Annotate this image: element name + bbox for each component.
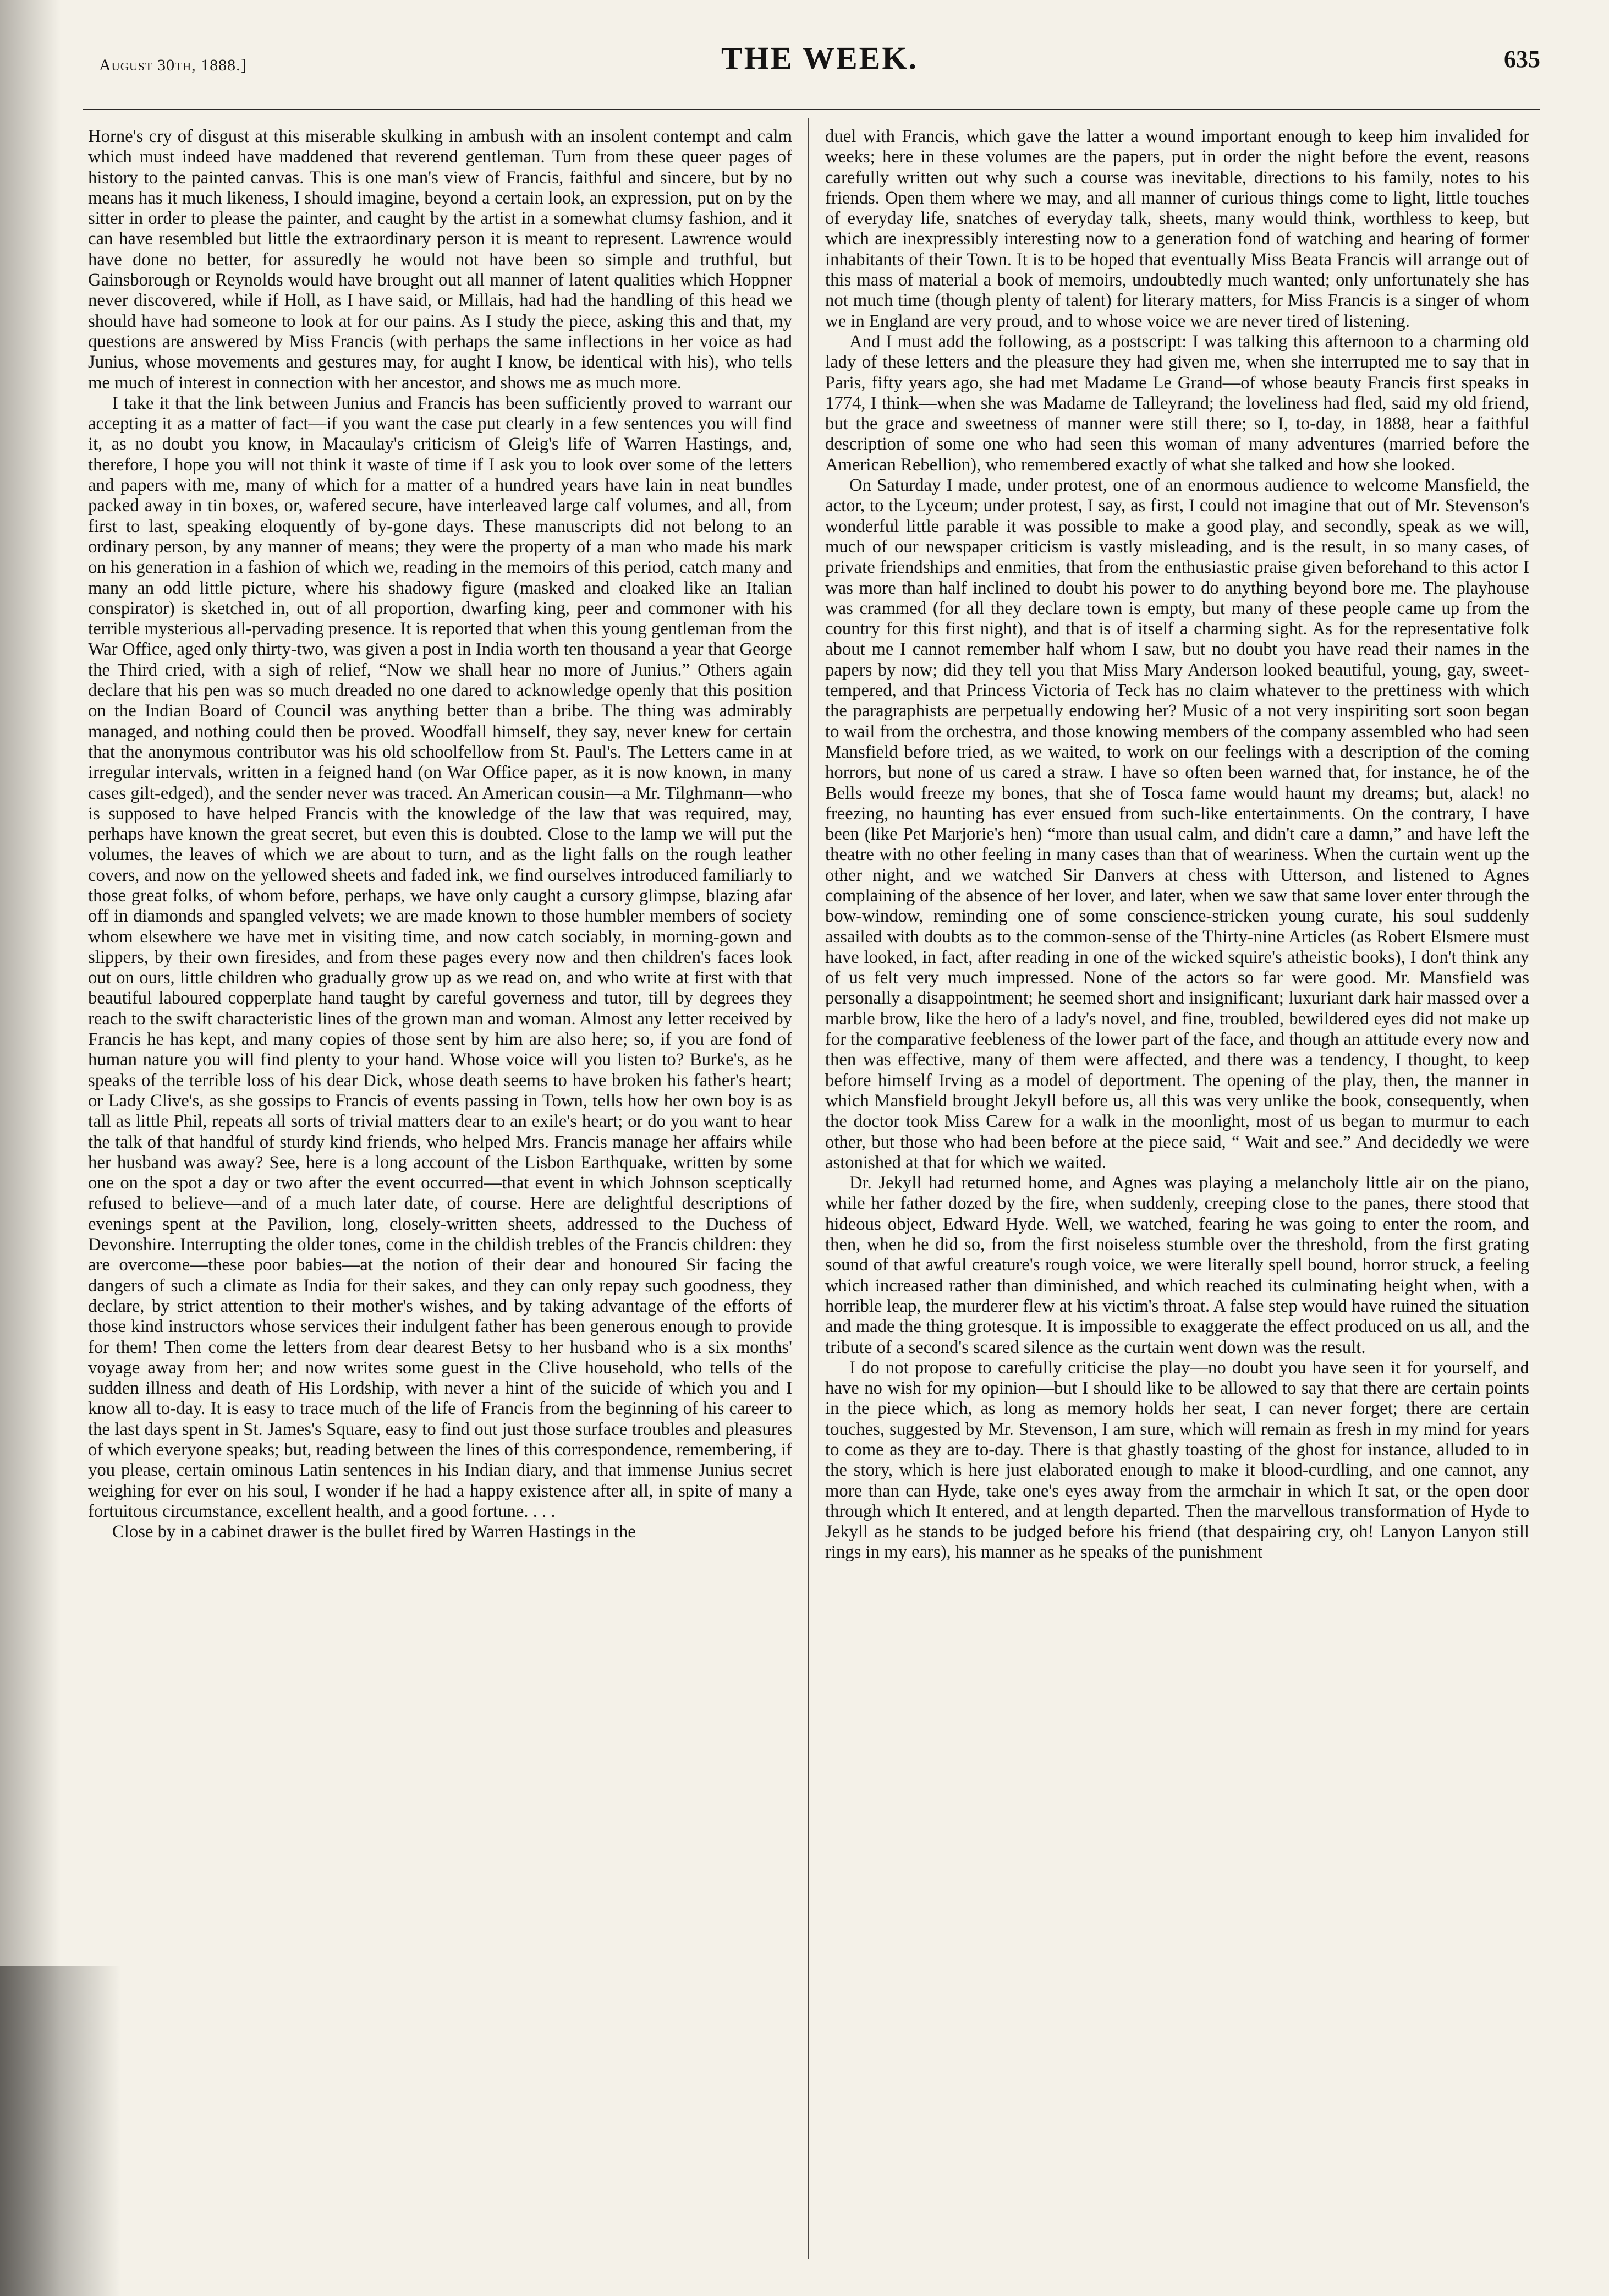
article-paragraph: On Saturday I made, under protest, one of an enormous audience to welcome Mansfield, the actor, to the Lyceum; under protest, I say, as first, I could not imagine that out of Mr. Stevenson's wonderful little parable it was possible to make a good play, and secondly, speak as we will, much of our newspaper criticism is vastly misleading, and is the result, in so many cases, of private friendships and enmities, that from the enthusiastic praise given beforehand to this actor I was more than half inclined to doubt his power to do anything beyond bore me. The playhouse was crammed (for all they declare town is empty, but many of these people came up from the country for this first night), and that is of itself a charming sight. As for the representative folk about me I cannot remember half whom I saw, but no doubt you have read their names in the papers by now; did they tell you that Miss Mary Anderson looked beautiful, young, gay, sweet-tempered, and that Princess Victoria of Teck has no claim whatever to the prettiness with which the paragraphists are perpetually endowing her? Music of a not very inspiriting sort soon began to wail from the orchestra, and those knowing members of the company assembled who had seen Mansfield before tried, as we waited, to work on our feelings with a description of the coming horrors, but none of us cared a straw. I have so often been warned that, for instance, he of the Bells would freeze my bones, that she of Tosca fame would haunt my dreams; but, alack! no freezing, no haunting has ever ensued from such-like entertainments. On the contrary, I have been (like Pet Marjorie's hen) “more than usual calm, and didn't care a damn,” and have left the theatre with no other feeling in many cases than that of weariness. When the curtain went up the other night, and we watched Sir Danvers at chess with Utterson, and listened to Agnes complaining of the absence of her lover, and later, when we saw that same lover enter through the bow-window, reminding one of some conscience-stricken young curate, his soul suddenly assailed with doubts as to the common-sense of the Thirty-nine Articles (as Robert Elsmere must have looked, in fact, after reading in one of the wicked squire's atheistic books), I don't think any of us felt very much impressed. None of the actors so far were good. Mr. Mansfield was personally a disappointment; he seemed short and insignificant; luxuriant dark hair massed over a marble brow, like the hero of a lady's novel, and fine, troubled, bewildered eyes did not make up for the comparative feebleness of the lower part of the face, and though an attitude every now and then was effective, many of them were affected, and there was a tendency, I thought, to keep before himself Irving as a model of deportment. The opening of the play, then, the manner in which Mansfield brought Jekyll before us, all this was very unlike the book, consequently, when the doctor took Miss Carew for a walk in the moonlight, most of us began to murmur to each other, but those who had been before at the piece said, “ Wait and see.” And decidedly we were astonished at that for which we waited.: [825, 475, 1529, 1172]
page-number: 635: [1504, 46, 1540, 73]
article-paragraph: Close by in a cabinet drawer is the bullet fired by Warren Hastings in the: [112, 1522, 636, 1542]
article-paragraph: Dr. Jekyll had returned home, and Agnes was playing a melancholy little air on the piano, while her father dozed by the fire, when suddenly, creeping close to the panes, there stood that hideous object, Edward Hyde. Well, we watched, fearing he was going to enter the room, and then, when he did so, from the first noiseless stumble over the threshold, from the first grating sound of that awful creature's rough voice, we were literally spell bound, horror struck, a feeling which increased rather than diminished, and which reached its culminating height when, with a horrible leap, the murderer flew at his victim's throat. A false step would have ruined the situation and made the thing grotesque. It is impossible to exaggerate the effect produced on us all, and the tribute of a second's scared silence as the curtain went down was the result.: [825, 1173, 1529, 1357]
article-paragraph: I do not propose to carefully criticise the play—no doubt you have seen it for yourself, and have no wish for my opinion—but I should like to be allowed to say that there are certain points in the piece which, as long as memory holds her seat, I can never forget; there are certain touches, suggested by Mr. Stevenson, I am sure, which will remain as fresh in my mind for years to come as they are to-day. There is that ghastly toasting of the ghost for instance, alluded to in the story, which is here just elaborated enough to make it blood-curdling, and one cannot, any more than can Hyde, take one's eyes away from the armchair in which It sat, or the open door through which It entered, and at length departed. Then the marvellous transformation of Hyde to Jekyll as he stands to be judged before his friend (that despairing cry, oh! Lanyon Lanyon still rings in my ears), his manner as he speaks of the punishment: [825, 1357, 1529, 1563]
page-edge-shadow: [0, 0, 61, 2296]
header-rule: [83, 108, 1540, 110]
article-paragraph: I take it that the link between Junius and Francis has been sufficiently proved to warrant our accepting it as a matter of fact—if you want the case put clearly in a few sentences you will find it, as no doubt you know, in Macaulay's criticism of Gleig's life of Warren Hastings, and, therefore, I hope you will not think it waste of time if I ask you to look over some of the letters and papers with me, many of which for a matter of a hundred years have lain in neat bundles packed away in tin boxes, or, wafered secure, have interleaved large calf volumes, and all, from first to last, speaking eloquently of by-gone days. These manuscripts did not belong to an ordinary person, by any manner of means; they were the property of a man who made his mark on his generation in a fashion of which we, reading in the memoirs of this period, catch many and many an odd little picture, where his shadowy figure (masked and cloaked like an Italian conspirator) is sketched in, out of all proportion, dwarfing king, peer and commoner with his terrible mysterious all-pervading presence. It is reported that when this young gentleman from the War Office, aged only thirty-two, was given a post in India worth ten thousand a year that George the Third cried, with a sigh of relief, “Now we shall hear no more of Junius.” Others again declare that his pen was so much dreaded no one dared to acknowledge openly that this position on the Indian Board of Council was anything better than a bribe. The thing was admirably managed, and nothing could then be proved. Woodfall himself, they say, never knew for certain that the anonymous contributor was his old schoolfellow from St. Paul's. The Letters came in at irregular intervals, written in a feigned hand (on War Office paper, as it is now known, in many cases gilt-edged), and the sender never was traced. An American cousin—a Mr. Tilghmann—who is supposed to have helped Francis with the knowledge of the law that was required, may, perhaps have known the great secret, but even this is doubted. Close to the lamp we will put the volumes, the leaves of which we are about to turn, and as the light falls on the rough leather covers, and now on the yellowed sheets and faded ink, we find ourselves introduced familiarly to those great folks, of whom before, perhaps, we have only caught a cursory glimpse, blazing afar off in diamonds and spangled velvets; we are made known to those humbler members of society whom elsewhere we have met in visiting time, and now catch sociably, in morning-gown and slippers, by their own firesides, and from these pages every now and then children's faces look out on ours, little children who gradually grow up as we read on, and who write at first with that beautiful laboured copperplate hand taught by careful governess and tutor, till by degrees they reach to the swift characteristic lines of the grown man and woman. Almost any letter received by Francis he has kept, and many copies of those sent by him are also here; so, if you are fond of human nature you will find plenty to your hand. Whose voice will you listen to? Burke's, as he speaks of the terrible loss of his dear Dick, whose death seems to have broken his father's heart; or Lady Clive's, as she gossips to Francis of events passing in Town, tells how her own boy is as tall as little Phil, repeats all sorts of trivial matters dear to an exile's heart; or do you want to hear the talk of that handful of sturdy kind friends, who helped Mrs. Francis manage her affairs while her husband was away? See, here is a long account of the Lisbon Earthquake, written by some one on the spot a day or two after the event occurred—that event in which Johnson sceptically refused to believe—and of a much later date, of course. Here are delightful descriptions of evenings spent at the Pavilion, long, closely-written sheets, addressed to the Duchess of Devonshire. Interrupting the older tones, come in the childish trebles of the Francis children: they are overcome—these poor babies—at the notion of their dear and honoured Sir facing the dangers of such a climate as India for their sakes, and they can only repay such goodness, they declare, by strict attention to their mother's wishes, and by taking advantage of the efforts of those kind instructors whose services their indulgent father has been generous enough to provide for them! Then come the letters from dear dearest Betsy to her husband who is a six months' voyage away from her; and now writes some guest in the Clive household, who tells of the sudden illness and death of His Lordship, with never a hint of the suicide of which you and I know all to-day. It is easy to trace much of the life of Francis from the beginning of his career to the last days spent in St. James's Square, easy to find out just those surface troubles and pleasures of which everyone speaks; but, reading between the lines of this correspondence, remembering, if you please, certain ominous Latin sentences in his Indian diary, and that immense Junius secret weighing for ever on his soul, I wonder if he had a happy existence after all, in spite of many a fortuitous circumstance, excellent health, and a good fortune. . . .: [88, 393, 792, 1521]
article-paragraph: duel with Francis, which gave the latter a wound important enough to keep him invalided for weeks; here in these volumes are the papers, put in order the night before the event, reasons carefully written out why such a course was inevitable, directions to his family, notes to his friends. Open them where we may, and all manner of curious things come to light, little touches of everyday life, snatches of everyday talk, sheets, many would think, worthless to keep, but which are inexpressibly interesting now to a generation fond of watching and hearing of former inhabitants of their Town. It is to be hoped that eventually Miss Beata Francis will arrange out of this mass of material a book of memoirs, undoubtedly much wanted; only unfortunately she has not much time (though plenty of talent) for literary matters, for Miss Francis is a singer of whom we in England are very proud, and to whose voice we are never tired of listening.: [825, 127, 1529, 331]
column-divider: [808, 118, 809, 2259]
masthead-title: THE WEEK.: [721, 40, 918, 76]
left-column: [88, 127, 792, 2272]
article-paragraph: And I must add the following, as a postscript: I was talking this afternoon to a charming old lady of these letters and the pleasure they had given me, when she interrupted me to say that in Paris, fifty years ago, she had met Madame Le Grand—of whose beauty Francis first speaks in 1774, I think—when she was Madame de Talleyrand; the loveliness had fled, said my old friend, but the grace and sweetness of manner were still there; so I, to-day, in 1888, hear a faithful description of some one who had seen this woman of many adventures (married before the American Rebellion), who remembered exactly of what she talked and how she looked.: [825, 331, 1529, 475]
page-header: [99, 40, 1540, 106]
article-paragraph: Horne's cry of disgust at this miserable skulking in ambush with an insolent contempt and calm which must indeed have maddened that reverend gentleman. Turn from these queer pages of history to the painted canvas. This is one man's view of Francis, faithful and sincere, but by no means has it much likeness, I should imagine, beyond a certain look, an expression, put on by the sitter in order to please the painter, and caught by the artist in a somewhat clumsy fashion, and it can have resembled but little the extraordinary person it is meant to represent. Lawrence would have done no better, for assuredly he would not have been so simple and truthful, but Gainsborough or Reynolds would have brought out all manner of latent qualities which Hoppner never discovered, while if Holl, as I have said, or Millais, had had the handling of this head we should have had someone to look at for our pains. As I study the piece, asking this and that, my questions are answered by Miss Francis (with perhaps the same inflections in her voice as had Junius, whose movements and gestures may, for aught I know, be identical with his), who tells me much of interest in connection with her ancestor, and shows me as much more.: [88, 127, 792, 393]
right-column: [825, 127, 1529, 2272]
issue-date: August 30th, 1888.]: [99, 56, 247, 74]
